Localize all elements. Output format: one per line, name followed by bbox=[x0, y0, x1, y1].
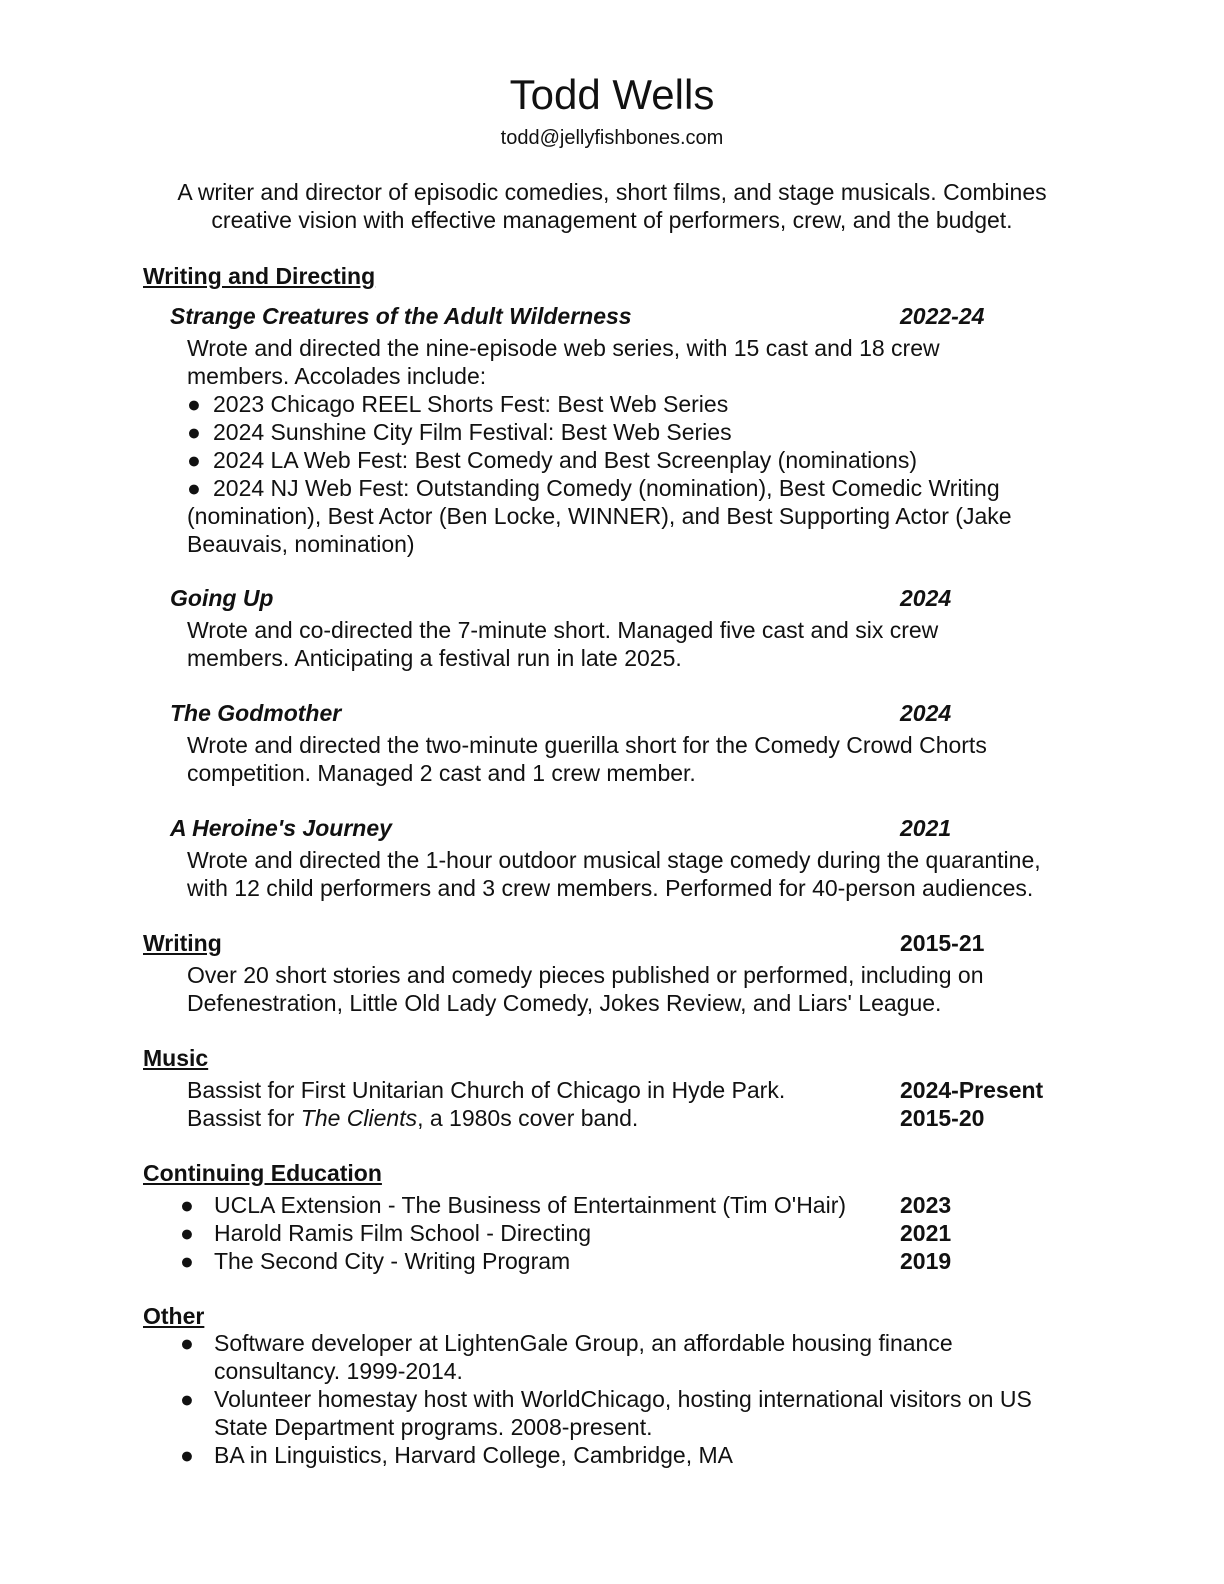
bullet-icon: ● bbox=[180, 1386, 194, 1412]
project-description: Wrote and directed the two-minute guerilla short for the Comedy Crowd Chorts bbox=[187, 732, 987, 758]
project-years: 2024 bbox=[900, 585, 952, 611]
writing-description: Over 20 short stories and comedy pieces published or performed, including on bbox=[187, 962, 984, 988]
writing-years: 2015-21 bbox=[900, 930, 985, 956]
bullet-icon: ● bbox=[187, 419, 201, 445]
bullet-icon: ● bbox=[187, 447, 201, 473]
education-year: 2023 bbox=[900, 1192, 952, 1218]
award-item-continued: Beauvais, nomination) bbox=[187, 531, 415, 557]
bullet-icon: ● bbox=[180, 1220, 194, 1246]
bullet-icon: ● bbox=[180, 1330, 194, 1356]
project-title: Strange Creatures of the Adult Wilderness bbox=[170, 303, 632, 329]
project-title: The Godmother bbox=[170, 700, 342, 726]
other-item: ● Software developer at LightenGale Group, an affordable housing finance consultancy. 1999-2014. bbox=[180, 1330, 953, 1384]
project-description: members. Accolades include: bbox=[187, 363, 487, 389]
project-years: 2021 bbox=[900, 815, 952, 841]
other-item: ● BA in Linguistics, Harvard College, Cambridge, MA bbox=[180, 1442, 734, 1468]
project-years: 2024 bbox=[900, 700, 952, 726]
section-heading-writing: Writing bbox=[143, 930, 222, 956]
bullet-icon: ● bbox=[180, 1248, 194, 1274]
section-heading-writing-directing: Writing and Directing bbox=[143, 263, 376, 289]
project-description: Wrote and directed the nine-episode web series, with 15 cast and 18 crew bbox=[187, 335, 940, 361]
education-year: 2021 bbox=[900, 1220, 952, 1246]
bullet-icon: ● bbox=[187, 475, 201, 501]
project-description: Wrote and directed the 1-hour outdoor musical stage comedy during the quarantine, bbox=[187, 847, 1041, 873]
award-item: ● 2024 Sunshine City Film Festival: Best Web Series bbox=[187, 419, 732, 445]
resume-name: Todd Wells bbox=[509, 71, 715, 118]
award-item: ● 2023 Chicago REEL Shorts Fest: Best Web Series bbox=[187, 391, 729, 417]
email-address[interactable]: todd@jellyfishbones.com bbox=[500, 127, 724, 149]
music-years: 2015-20 bbox=[900, 1105, 985, 1131]
award-item: ● 2024 NJ Web Fest: Outstanding Comedy (nomination), Best Comedic Writing bbox=[187, 475, 1000, 501]
section-heading-other: Other bbox=[143, 1303, 205, 1329]
summary: A writer and director of episodic comedies, short films, and stage musicals. Combines creative vision with effective management of performers, crew, and the budget. bbox=[177, 179, 1047, 233]
education-item: ● Harold Ramis Film School - Directing bbox=[180, 1220, 592, 1246]
music-years: 2024-Present bbox=[900, 1077, 1044, 1103]
project-description: Wrote and co-directed the 7-minute short. Managed five cast and six crew bbox=[187, 617, 939, 643]
bullet-icon: ● bbox=[180, 1192, 194, 1218]
award-item: ● 2024 LA Web Fest: Best Comedy and Best Screenplay (nominations) bbox=[187, 447, 918, 473]
project-title: Going Up bbox=[170, 585, 274, 611]
education-item: ● The Second City - Writing Program bbox=[180, 1248, 571, 1274]
music-item: Bassist for The Clients, a 1980s cover band. bbox=[187, 1105, 639, 1131]
education-year: 2019 bbox=[900, 1248, 952, 1274]
bullet-icon: ● bbox=[187, 391, 201, 417]
project-description: members. Anticipating a festival run in late 2025. bbox=[187, 645, 682, 671]
other-item: ● Volunteer homestay host with WorldChicago, hosting international visitors on US State Department programs. 2008-present. bbox=[180, 1386, 1032, 1440]
bullet-icon: ● bbox=[180, 1442, 194, 1468]
award-item-continued: (nomination), Best Actor (Ben Locke, WINNER), and Best Supporting Actor (Jake bbox=[187, 503, 1012, 529]
section-heading-education: Continuing Education bbox=[143, 1160, 382, 1186]
writing-description: Defenestration, Little Old Lady Comedy, Jokes Review, and Liars' League. bbox=[187, 990, 942, 1016]
project-title: A Heroine's Journey bbox=[170, 815, 392, 841]
project-years: 2022-24 bbox=[900, 303, 985, 329]
project-description: competition. Managed 2 cast and 1 crew member. bbox=[187, 760, 696, 786]
project-description: with 12 child performers and 3 crew members. Performed for 40-person audiences. bbox=[187, 875, 1034, 901]
education-item: ● UCLA Extension - The Business of Entertainment (Tim O'Hair) bbox=[180, 1192, 847, 1218]
section-heading-music: Music bbox=[143, 1045, 209, 1071]
music-item: Bassist for First Unitarian Church of Chicago in Hyde Park. bbox=[187, 1077, 786, 1103]
